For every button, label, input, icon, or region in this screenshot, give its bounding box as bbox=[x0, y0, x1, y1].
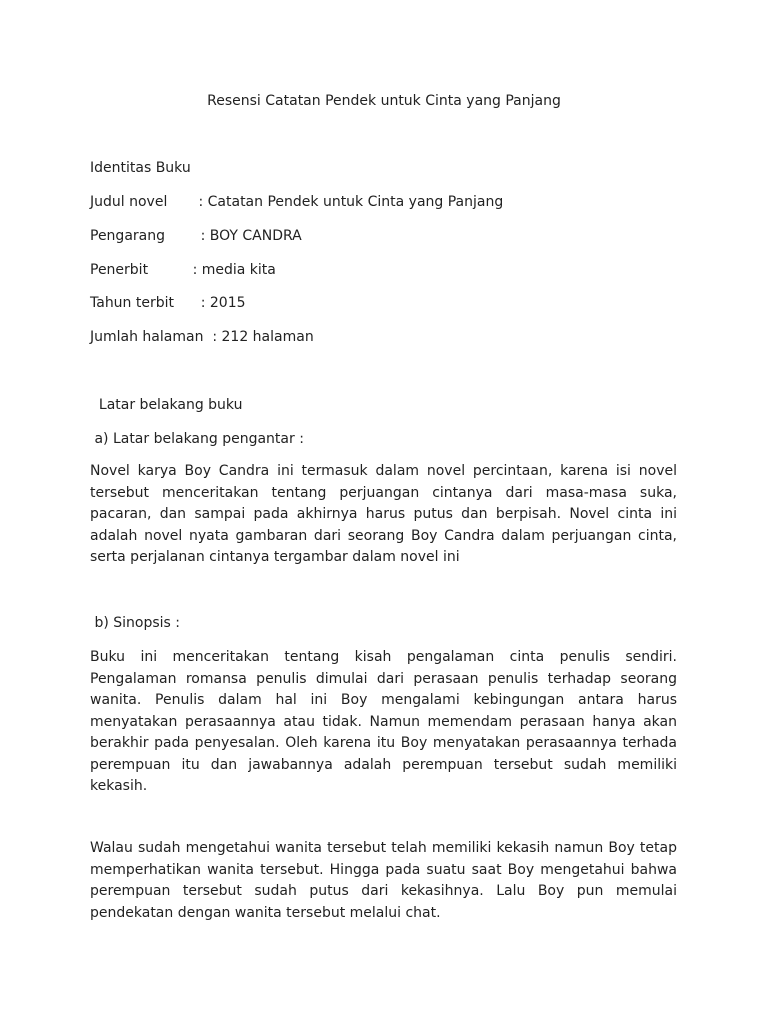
sinopsis-subheading: b) Sinopsis : bbox=[90, 615, 180, 631]
judul-novel-line: Judul novel : Catatan Pendek untuk Cinta yang Panjang bbox=[90, 194, 504, 210]
penerbit-line: Penerbit : media kita bbox=[90, 262, 276, 278]
sinopsis-paragraph-2: Walau sudah mengetahui wanita tersebut telah memiliki kekasih namun Boy tetap memperhatikan wanita tersebut. Hingga pada suatu saat Boy mengetahui bahwa perempuan tersebut sudah putus dari kekasihnya. Lalu Boy pun memulai pendekatan dengan wanita tersebut melalui chat. bbox=[90, 840, 677, 921]
latar-belakang-paragraph: Novel karya Boy Candra ini termasuk dalam novel percintaan, karena isi novel tersebut menceritakan tentang perjuangan cintanya dari masa-masa suka, pacaran, dan sampai pada akhirnya harus putus dan berpisah. Novel cinta ini adalah novel nyata gambaran dari seorang Boy Candra dalam perjuangan cinta, serta perjalanan cintanya tergambar dalam novel ini bbox=[90, 463, 677, 565]
identitas-heading: Identitas Buku bbox=[90, 160, 191, 176]
tahun-terbit-line: Tahun terbit : 2015 bbox=[90, 295, 246, 311]
latar-belakang-pengantar-subheading: a) Latar belakang pengantar : bbox=[90, 431, 304, 447]
pengarang-line: Pengarang : BOY CANDRA bbox=[90, 228, 302, 244]
latar-belakang-heading: Latar belakang buku bbox=[90, 397, 243, 413]
sinopsis-paragraph-1: Buku ini menceritakan tentang kisah pengalaman cinta penulis sendiri. Pengalaman romansa penulis dimulai dari perasaan penulis terhadap seorang wanita. Penulis dalam hal ini Boy mengalami kebingungan antara harus menyatakan perasaannya atau tidak. Namun memendam perasaan hanya akan berakhir pada penyesalan. Oleh karena itu Boy menyatakan perasaannya terhada perempuan itu dan jawabannya adalah perempuan tersebut sudah memiliki kekasih. bbox=[90, 649, 677, 794]
jumlah-halaman-line: Jumlah halaman : 212 halaman bbox=[90, 329, 314, 345]
document-title: Resensi Catatan Pendek untuk Cinta yang Panjang bbox=[207, 93, 561, 109]
